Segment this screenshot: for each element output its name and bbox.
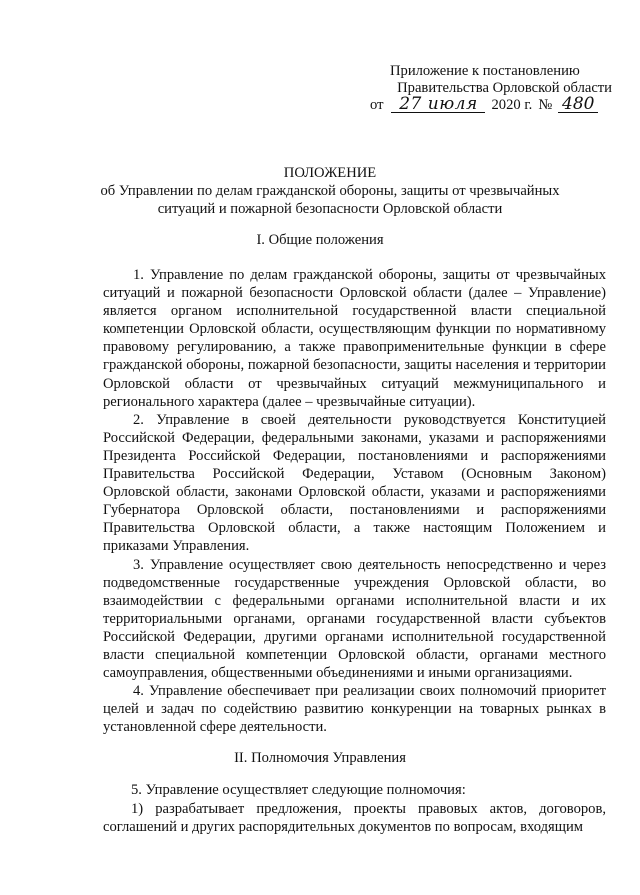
- appendix-date-line: [370, 94, 612, 114]
- title-subtitle-line-1: об Управлении по делам гражданской обороны, защиты от чрезвычайных: [100, 183, 560, 199]
- paragraph-4: 4. Управление обеспечивает при реализации своих полномочий приоритет целей и задач по содействию развитию конкуренции на товарных рынках в установленной сфере деятельности.: [103, 683, 606, 736]
- document-title: [60, 164, 600, 218]
- section-1-body: [103, 266, 606, 736]
- section-2-heading: II. Полномочия Управления: [234, 750, 406, 766]
- section-2-body: [103, 781, 606, 837]
- from-label: от: [370, 97, 384, 113]
- paragraph-2: 2. Управление в своей деятельности руководствуется Конституцией Российской Федерации, федеральными законами, указами и распоряжениями Президента Российской Федерации, постановлениями и распоряжениями Правительства Российской Федерации, Уставом (Основным Законом) Орловской области, законами Орловской области, указами и распоряжениями Губернатора Орловской области, постановлениями и распоряжениями Правительства Орловской области, а также настоящим Положением и приказами Управления.: [103, 411, 606, 555]
- title-subtitle-line-2: ситуаций и пожарной безопасности Орловской области: [157, 201, 503, 217]
- paragraph-3: 3. Управление осуществляет свою деятельность непосредственно и через подведомственные государственные учреждения Орловской области, во взаимодействии с федеральными органами исполнительной власти и их территориальными органами, органами государственной власти субъектов Российской Федерации, другими органами исполнительной государственной власти специальной компетенции Орловской области, органами местного самоуправления, общественными объединениями и иными организациями.: [103, 556, 606, 682]
- number-label: №: [538, 97, 553, 113]
- handwritten-date: 27 июля: [391, 97, 485, 113]
- appendix-block: [372, 63, 612, 114]
- title-main: ПОЛОЖЕНИЕ: [283, 165, 377, 181]
- appendix-line-1: Приложение к постановлению: [390, 63, 580, 79]
- appendix-line-2: Правительства Орловской области: [397, 80, 612, 96]
- paragraph-5: 5. Управление осуществляет следующие полномочия:: [131, 782, 466, 798]
- handwritten-number: 480: [558, 97, 598, 113]
- year-text: 2020 г.: [491, 97, 533, 113]
- section-1-heading: I. Общие положения: [256, 232, 384, 248]
- paragraph-1: 1. Управление по делам гражданской обороны, защиты от чрезвычайных ситуаций и пожарной безопасности Орловской области (далее – Управление) является органом исполнительной государственной власти специальной компетенции Орловской области, осуществляющим функции по нормативному правовому регулированию, а также правоприменительные функции в сфере гражданской обороны, пожарной безопасности, защиты населения и территории Орловской области от чрезвычайных ситуаций межмуниципального и регионального характера (далее – чрезвычайные ситуации).: [103, 267, 606, 410]
- paragraph-6: 1) разрабатывает предложения, проекты правовых актов, договоров, соглашений и других распорядительных документов по вопросам, входящим: [103, 800, 606, 836]
